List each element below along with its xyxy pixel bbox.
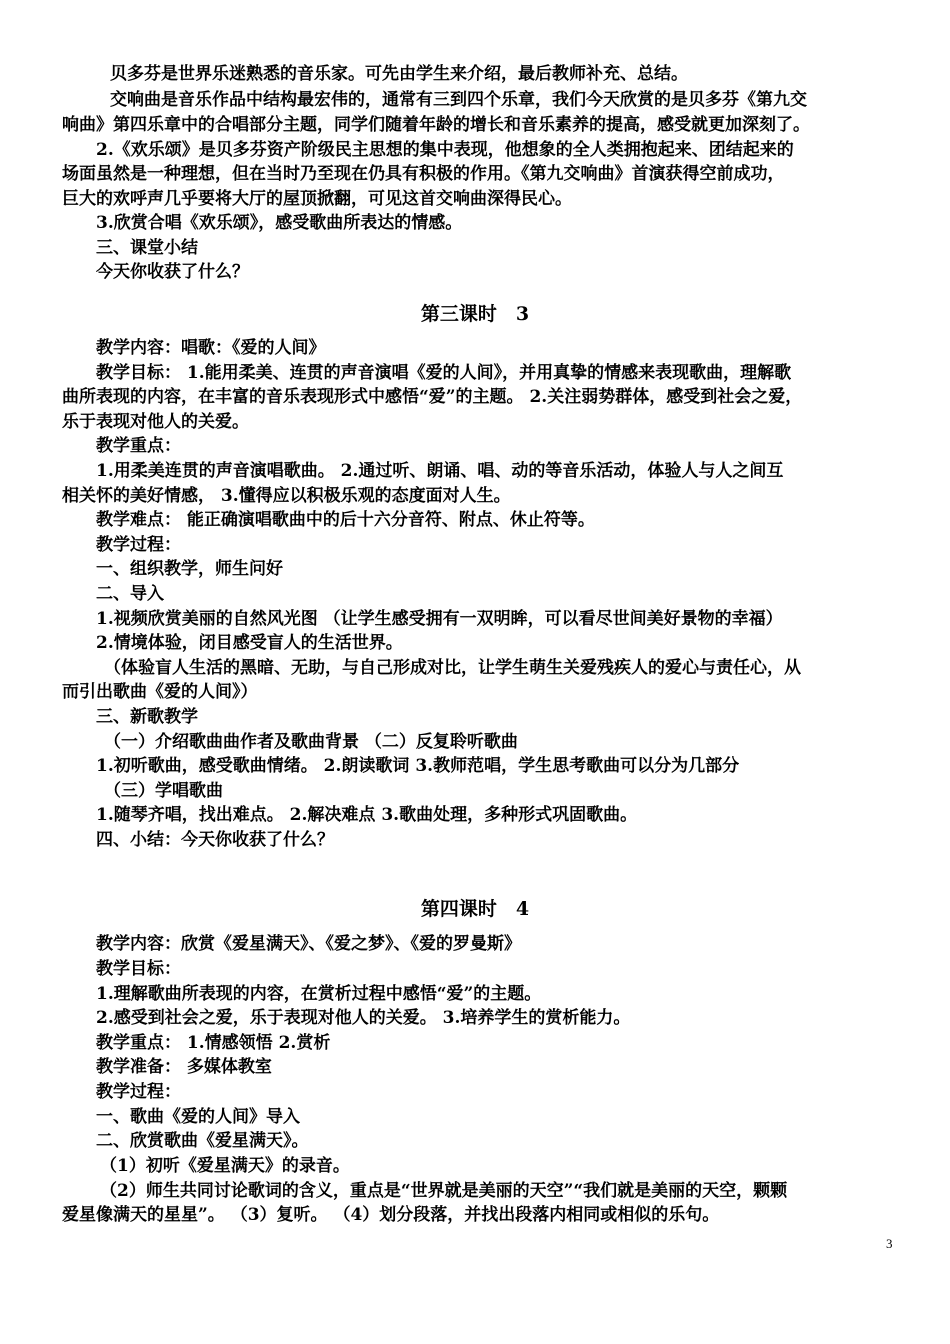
paragraph-line: 3.欣赏合唱《欢乐颂》，感受歌曲所表达的情感。 — [96, 213, 463, 233]
paragraph-line: 教学目标： 1.能用柔美、连贯的声音演唱《爱的人间》，并用真挚的情感来表现歌曲，理解歌 — [96, 363, 792, 383]
section-heading: 一、组织教学，师生问好 — [96, 559, 283, 579]
paragraph-line: 2.感受到社会之爱，乐于表现对他人的关爱。 3.培养学生的赏析能力。 — [96, 1008, 631, 1028]
paragraph-line: 响曲》第四乐章中的合唱部分主题，同学们随着年龄的增长和音乐素养的提高，感受就更加深刻了。 — [62, 115, 810, 135]
paragraph-line: 贝多芬是世界乐迷熟悉的音乐家。可先由学生来介绍，最后教师补充、总结。 — [110, 64, 688, 84]
paragraph-line: 今天你收获了什么？ — [96, 262, 249, 282]
paragraph-line: （1）初听《爱星满天》的录音。 — [100, 1156, 350, 1176]
paragraph-line: 交响曲是音乐作品中结构最宏伟的，通常有三到四个乐章，我们今天欣赏的是贝多芬《第九交 — [110, 90, 807, 110]
paragraph-line: （体验盲人生活的黑暗、无助，与自己形成对比，让学生萌生关爱残疾人的爱心与责任心，从 — [104, 658, 801, 678]
section-heading: 二、导入 — [96, 584, 164, 604]
paragraph-line: 1.初听歌曲，感受歌曲情绪。 2.朗读歌词 3.教师范唱，学生思考歌曲可以分为几部分 — [96, 756, 740, 776]
paragraph-line: 而引出歌曲《爱的人间》） — [62, 682, 258, 702]
section-heading: （三）学唱歌曲 — [104, 781, 223, 801]
page-number: 3 — [886, 1236, 893, 1251]
paragraph-line: 教学准备： 多媒体教室 — [96, 1057, 272, 1077]
paragraph-line: 1.视频欣赏美丽的自然风光图 （让学生感受拥有一双明眸，可以看尽世间美好景物的幸福） — [96, 609, 783, 629]
section-heading: 一、歌曲《爱的人间》导入 — [96, 1107, 300, 1127]
paragraph-line: 教学内容：欣赏《爱星满天》、《爱之梦》、《爱的罗曼斯》 — [96, 934, 521, 954]
paragraph-line: 巨大的欢呼声几乎要将大厅的屋顶掀翻，可见这首交响曲深得民心。 — [62, 189, 572, 209]
section-heading: 二、欣赏歌曲《爱星满天》。 — [96, 1131, 309, 1151]
paragraph-line: （2）师生共同讨论歌词的含义，重点是“世界就是美丽的天空”“我们就是美丽的天空，颗颗 — [100, 1181, 788, 1201]
section-heading: 教学过程： — [96, 1082, 181, 1102]
lesson-3-title: 第三课时 3 — [420, 303, 530, 325]
paragraph-line: （一）介绍歌曲曲作者及歌曲背景 （二）反复聆听歌曲 — [104, 732, 518, 752]
paragraph-line: 2.情境体验，闭目感受盲人的生活世界。 — [96, 633, 403, 653]
section-heading: 教学目标： — [96, 959, 181, 979]
paragraph-line: 教学内容：唱歌：《爱的人间》 — [96, 338, 326, 358]
paragraph-line: 2.《欢乐颂》是贝多芬资产阶级民主思想的集中表现，他想象的全人类拥抱起来、团结起来的 — [96, 140, 794, 160]
paragraph-line: 场面虽然是一种理想，但在当时乃至现在仍具有积极的作用。《第九交响曲》首演获得空前成功， — [62, 164, 785, 184]
paragraph-line: 教学难点： 能正确演唱歌曲中的后十六分音符、附点、休止符等。 — [96, 510, 595, 530]
section-heading: 三、课堂小结 — [96, 238, 198, 258]
lesson-4-title: 第四课时 4 — [420, 898, 530, 920]
section-heading: 教学重点： — [96, 436, 181, 456]
paragraph-line: 相关怀的美好情感， 3.懂得应以积极乐观的态度面对人生。 — [62, 486, 511, 506]
paragraph-line: 爱星像满天的星星”。 （3）复听。 （4）划分段落，并找出段落内相同或相似的乐句。 — [62, 1205, 720, 1225]
paragraph-line: 1.理解歌曲所表现的内容，在赏析过程中感悟“爱”的主题。 — [96, 984, 542, 1004]
section-heading: 教学过程： — [96, 535, 181, 555]
paragraph-line: 乐于表现对他人的关爱。 — [62, 412, 249, 432]
paragraph-line: 曲所表现的内容，在丰富的音乐表现形式中感悟“爱”的主题。 2.关注弱势群体，感受到社会之爱， — [62, 387, 803, 407]
paragraph-line: 教学重点： 1.情感领悟 2.赏析 — [96, 1033, 331, 1053]
paragraph-line: 四、小结：今天你收获了什么？ — [96, 830, 334, 850]
paragraph-line: 1.随琴齐唱，找出难点。 2.解决难点 3.歌曲处理，多种形式巩固歌曲。 — [96, 805, 638, 825]
paragraph-line: 1.用柔美连贯的声音演唱歌曲。 2.通过听、朗诵、唱、动的等音乐活动，体验人与人之间互 — [96, 461, 784, 481]
section-heading: 三、新歌教学 — [96, 707, 198, 727]
